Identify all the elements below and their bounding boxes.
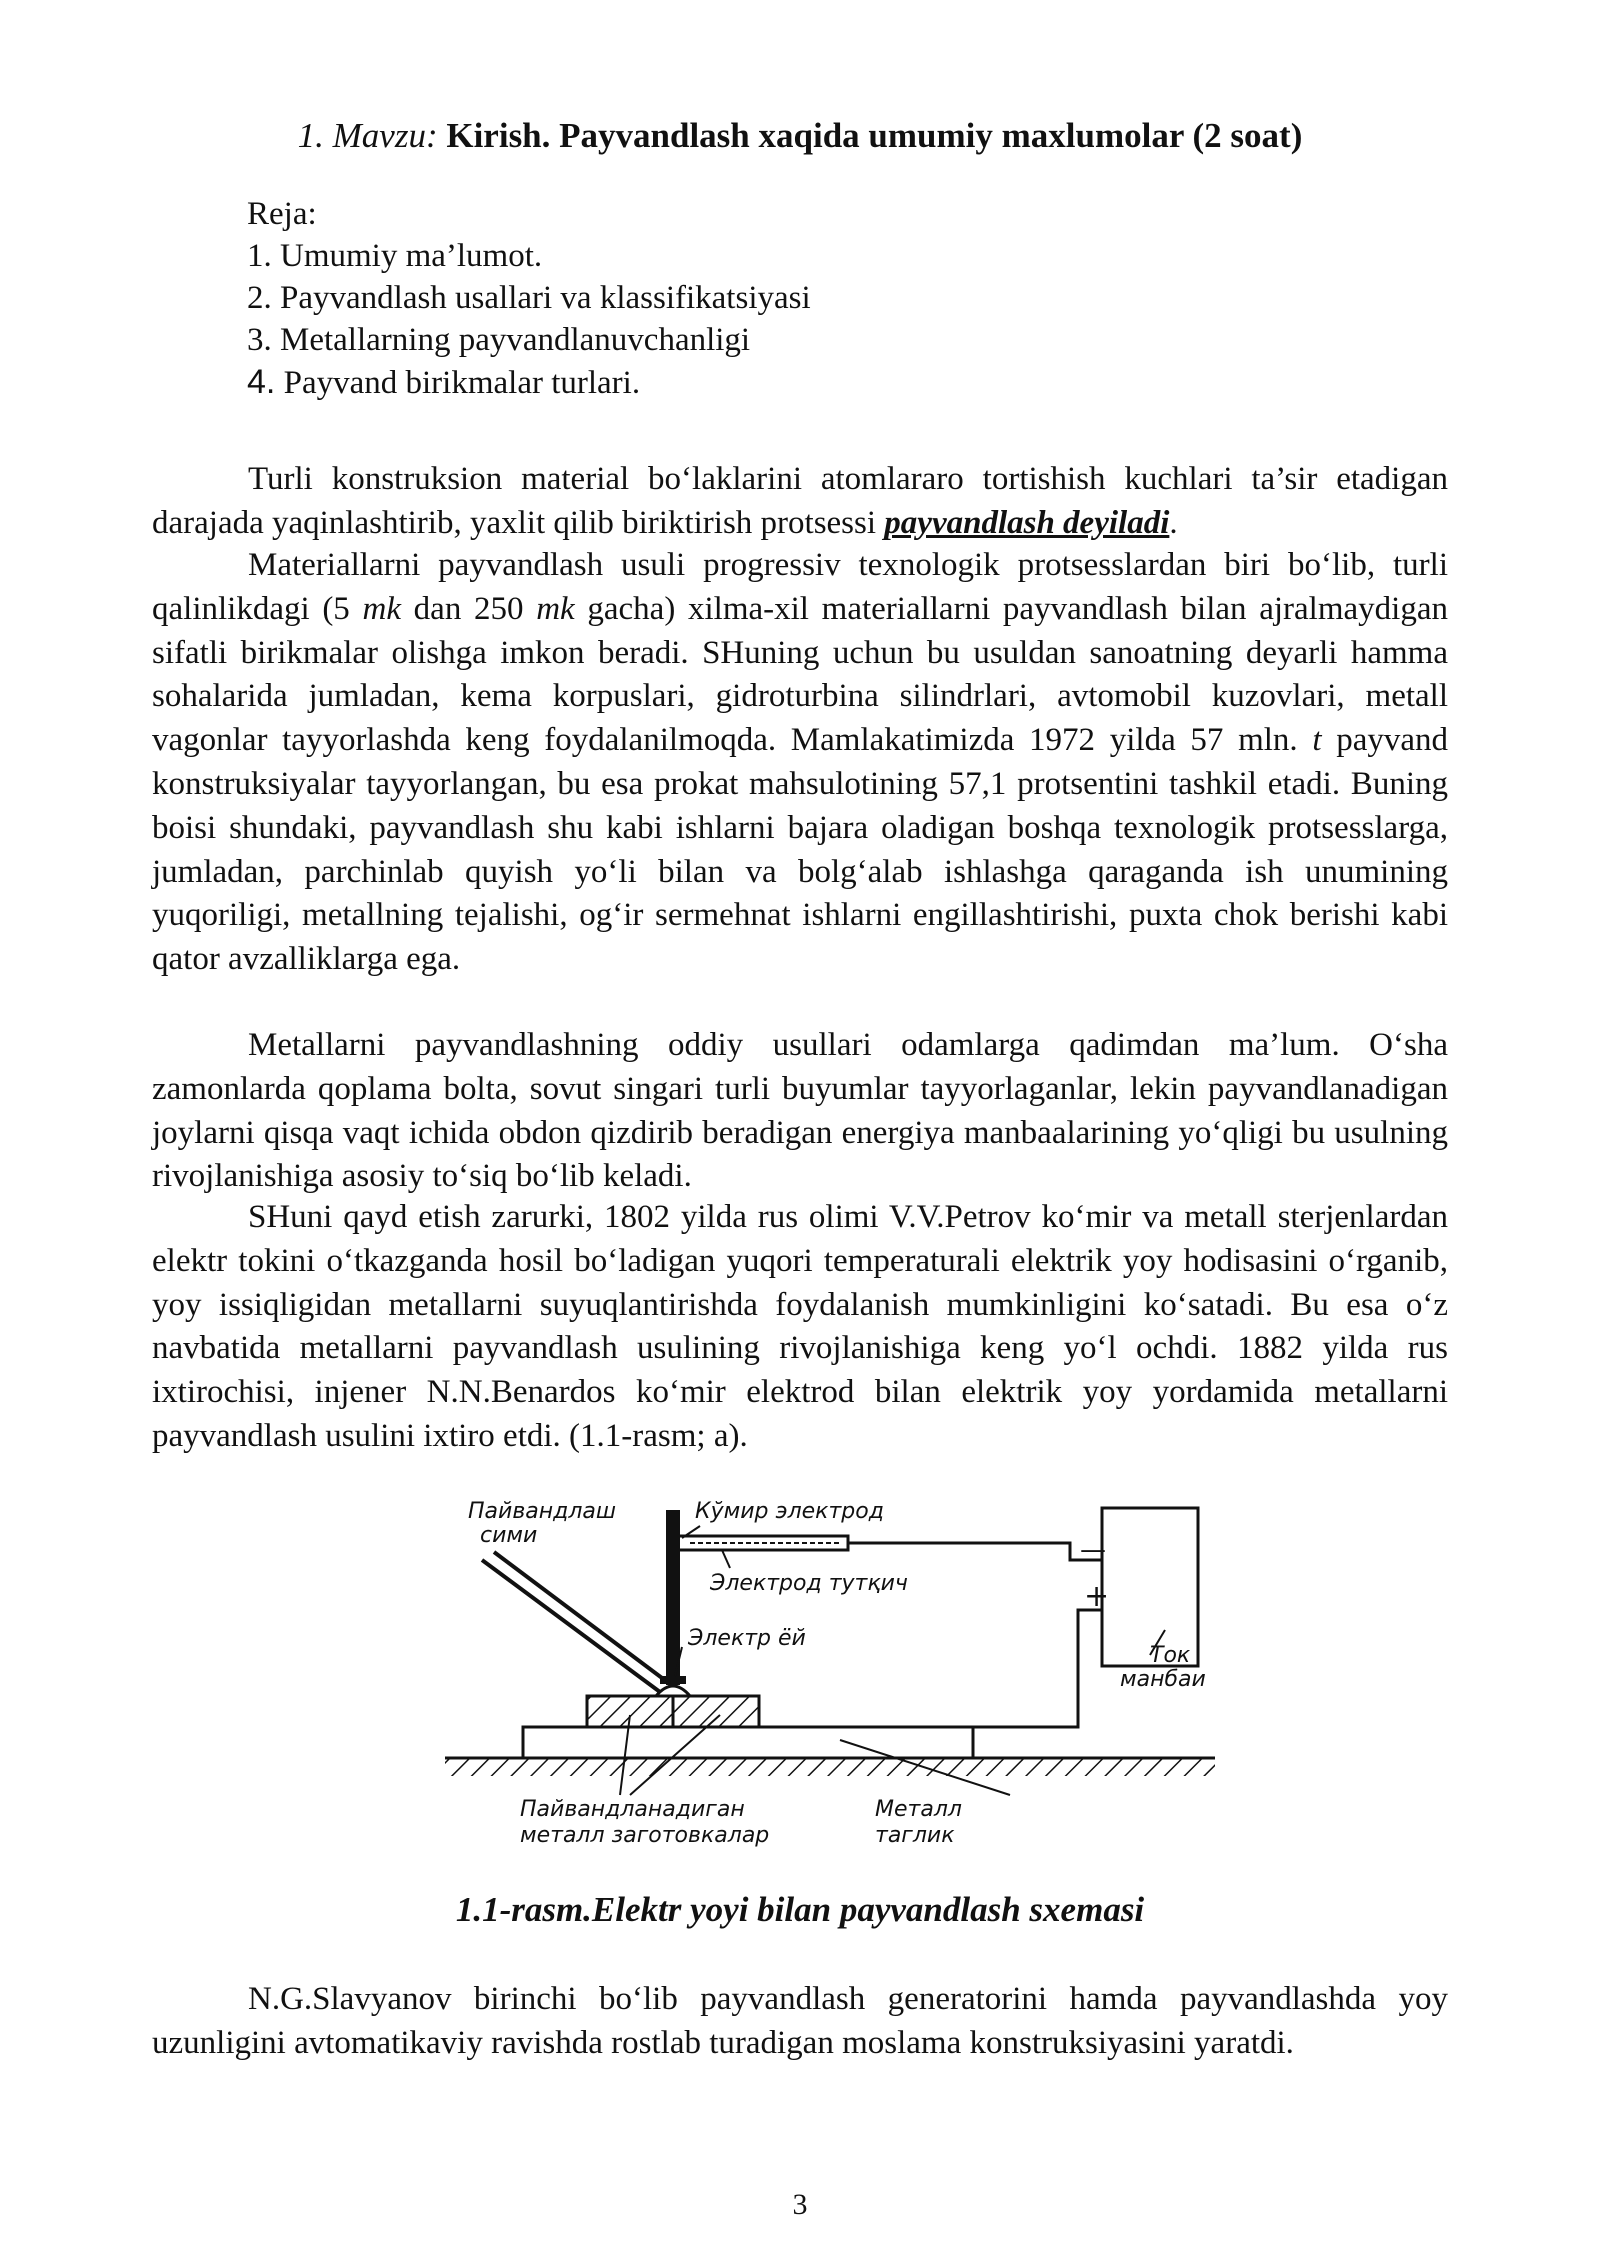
label-metal-base-2: таглик — [875, 1823, 955, 1848]
unit-text: mk — [362, 590, 401, 627]
plan-item: 2. Payvandlash usallari va klassifikatsiyasi — [247, 280, 811, 316]
label-minus: — — [1080, 1535, 1106, 1565]
plus-cable — [973, 1610, 1102, 1727]
plan-heading: Reja: — [247, 196, 317, 232]
label-carbon-electrode: Кўмир электрод — [695, 1499, 884, 1524]
paragraph-text: gacha) xilma-xil materiallarni payvandlash bilan ajralmaydigan sifatli birikmalar olishga imkon beradi. SHuning uchun bu usuldan sanoatning deyarli hamma sohalarida jumladan, kema korpuslari, gidroturbina silindrlari, avtomobil kuzovlari, metall vagonlar tayyorlashda keng foydalanilmoqda. Mamlakatimizda 1972 yilda 57 mln. — [152, 590, 1448, 759]
plan-list — [247, 193, 811, 404]
figure-caption: 1.1-rasm.Elektr yoyi bilan payvandlash sxemasi — [455, 1890, 1145, 1929]
plan-item-number: 4. — [247, 363, 276, 401]
paragraph-text: dan 250 — [400, 590, 537, 627]
ground-hatching — [445, 1758, 1215, 1776]
unit-text: t — [1312, 722, 1322, 759]
metal-base-plate — [523, 1727, 973, 1758]
label-electrode-holder: Электрод тутқич — [710, 1571, 908, 1596]
minus-cable — [848, 1543, 1102, 1560]
filler-wire — [482, 1560, 660, 1692]
plan-item — [247, 361, 811, 404]
page-number: 3 — [792, 2188, 808, 2221]
label-current-source: Ток — [1150, 1643, 1191, 1668]
paragraph-slavyanov: N.G.Slavyanov birinchi bo‘lib payvandlash generatorini hamda payvandlashda yoy uzunligini avtomatikaviy ravishda rostlab turadigan moslama konstruksiyasini yaratdi. — [152, 1981, 1448, 2061]
paragraph-text: Materiallarni payvandlash usuli progressiv texnologik protsesslardan biri bo‘lib, turli qalinlikdagi (5 — [152, 547, 1448, 627]
paragraph-advantages — [152, 544, 1448, 982]
paragraph-definition — [152, 458, 1448, 546]
label-electric-arc: Электр ёй — [688, 1626, 806, 1651]
topic-label: 1. Mavzu: — [297, 116, 438, 155]
paragraph-text: Turli konstruksion material bo‘laklarini atomlararo tortishish kuchlari ta’sir etadigan darajada yaqinlashtirib, yaxlit qilib biriktirish protsessi — [152, 461, 1448, 541]
page-title — [0, 112, 1600, 160]
paragraph-text: payvand konstruksiyalar tayyorlangan, bu esa prokat mahsulotining 57,1 protsentini tashkil etadi. Buning boisi shundaki, payvandlash shu kabi ishlarni bajara oladigan boshqa texnologik protsesslarga, jumladan, parchinlab quyish yo‘li bilan va bolg‘alab ishlashga qaraganda ish unumining yuqoriligi, metallning tejalishi, og‘ir sermehnat ishlarni engillashtirishi, puxta chok berishi kabi qator avzalliklarga ega. — [152, 722, 1448, 978]
paragraph-end: . — [1169, 504, 1178, 541]
definition-term: payvandlash deyiladi — [884, 504, 1170, 541]
welding-scheme-figure — [420, 1490, 1240, 1865]
unit-text: mk — [536, 590, 575, 627]
label-plus: + — [1084, 1579, 1110, 1614]
label-workpieces: Пайвандланадиган — [520, 1797, 745, 1822]
plan-item: 3. Metallarning payvandlanuvchanligi — [247, 322, 751, 358]
paragraph-petrov: SHuni qayd etish zarurki, 1802 yilda rus olimi V.V.Petrov ko‘mir va metall sterjenlardan elektr tokini o‘tkazganda hosil bo‘ladigan yuqori temperaturali elektrik yoy hodisasini o‘rganib, yoy issiqligidan metallarni suyuqlantirishda foydalanish mumkinligini ko‘satadi. Bu esa o‘z navbatida metallarni payvandlash usulining rivojlanishiga keng yo‘l ochdi. 1882 yilda rus ixtirochisi, injener N.N.Benardos ko‘mir elektrod bilan elektrik yoy yordamida metallarni payvandlash usulini ixtiro etdi. (1.1-rasm; a). — [152, 1199, 1448, 1454]
label-metal-base: Металл — [875, 1797, 962, 1822]
paragraph-history: Metallarni payvandlashning oddiy usullari odamlarga qadimdan ma’lum. O‘sha zamonlarda qoplama bolta, sovut singari turli buyumlar tayyorlaganlar, lekin payvandlanadigan joylarni qisqa vaqt ichida obdon qizdirib beradigan energiya manbaalarining yo‘qligi bu usulning rivojlanishiga asosiy to‘siq bo‘lib keladi. — [152, 1027, 1448, 1195]
plan-item: 1. Umumiy ma’lumot. — [247, 238, 543, 274]
label-filler-wire-2: сими — [480, 1523, 538, 1548]
plan-item-text: Payvand birikmalar turlari. — [275, 365, 641, 401]
label-current-source-2: манбаи — [1120, 1667, 1206, 1692]
label-workpieces-2: металл заготовкалар — [520, 1823, 770, 1848]
label-filler-wire: Пайвандлаш — [468, 1499, 617, 1524]
topic-title: Kirish. Payvandlash xaqida umumiy maxlumolar (2 soat) — [446, 116, 1303, 155]
